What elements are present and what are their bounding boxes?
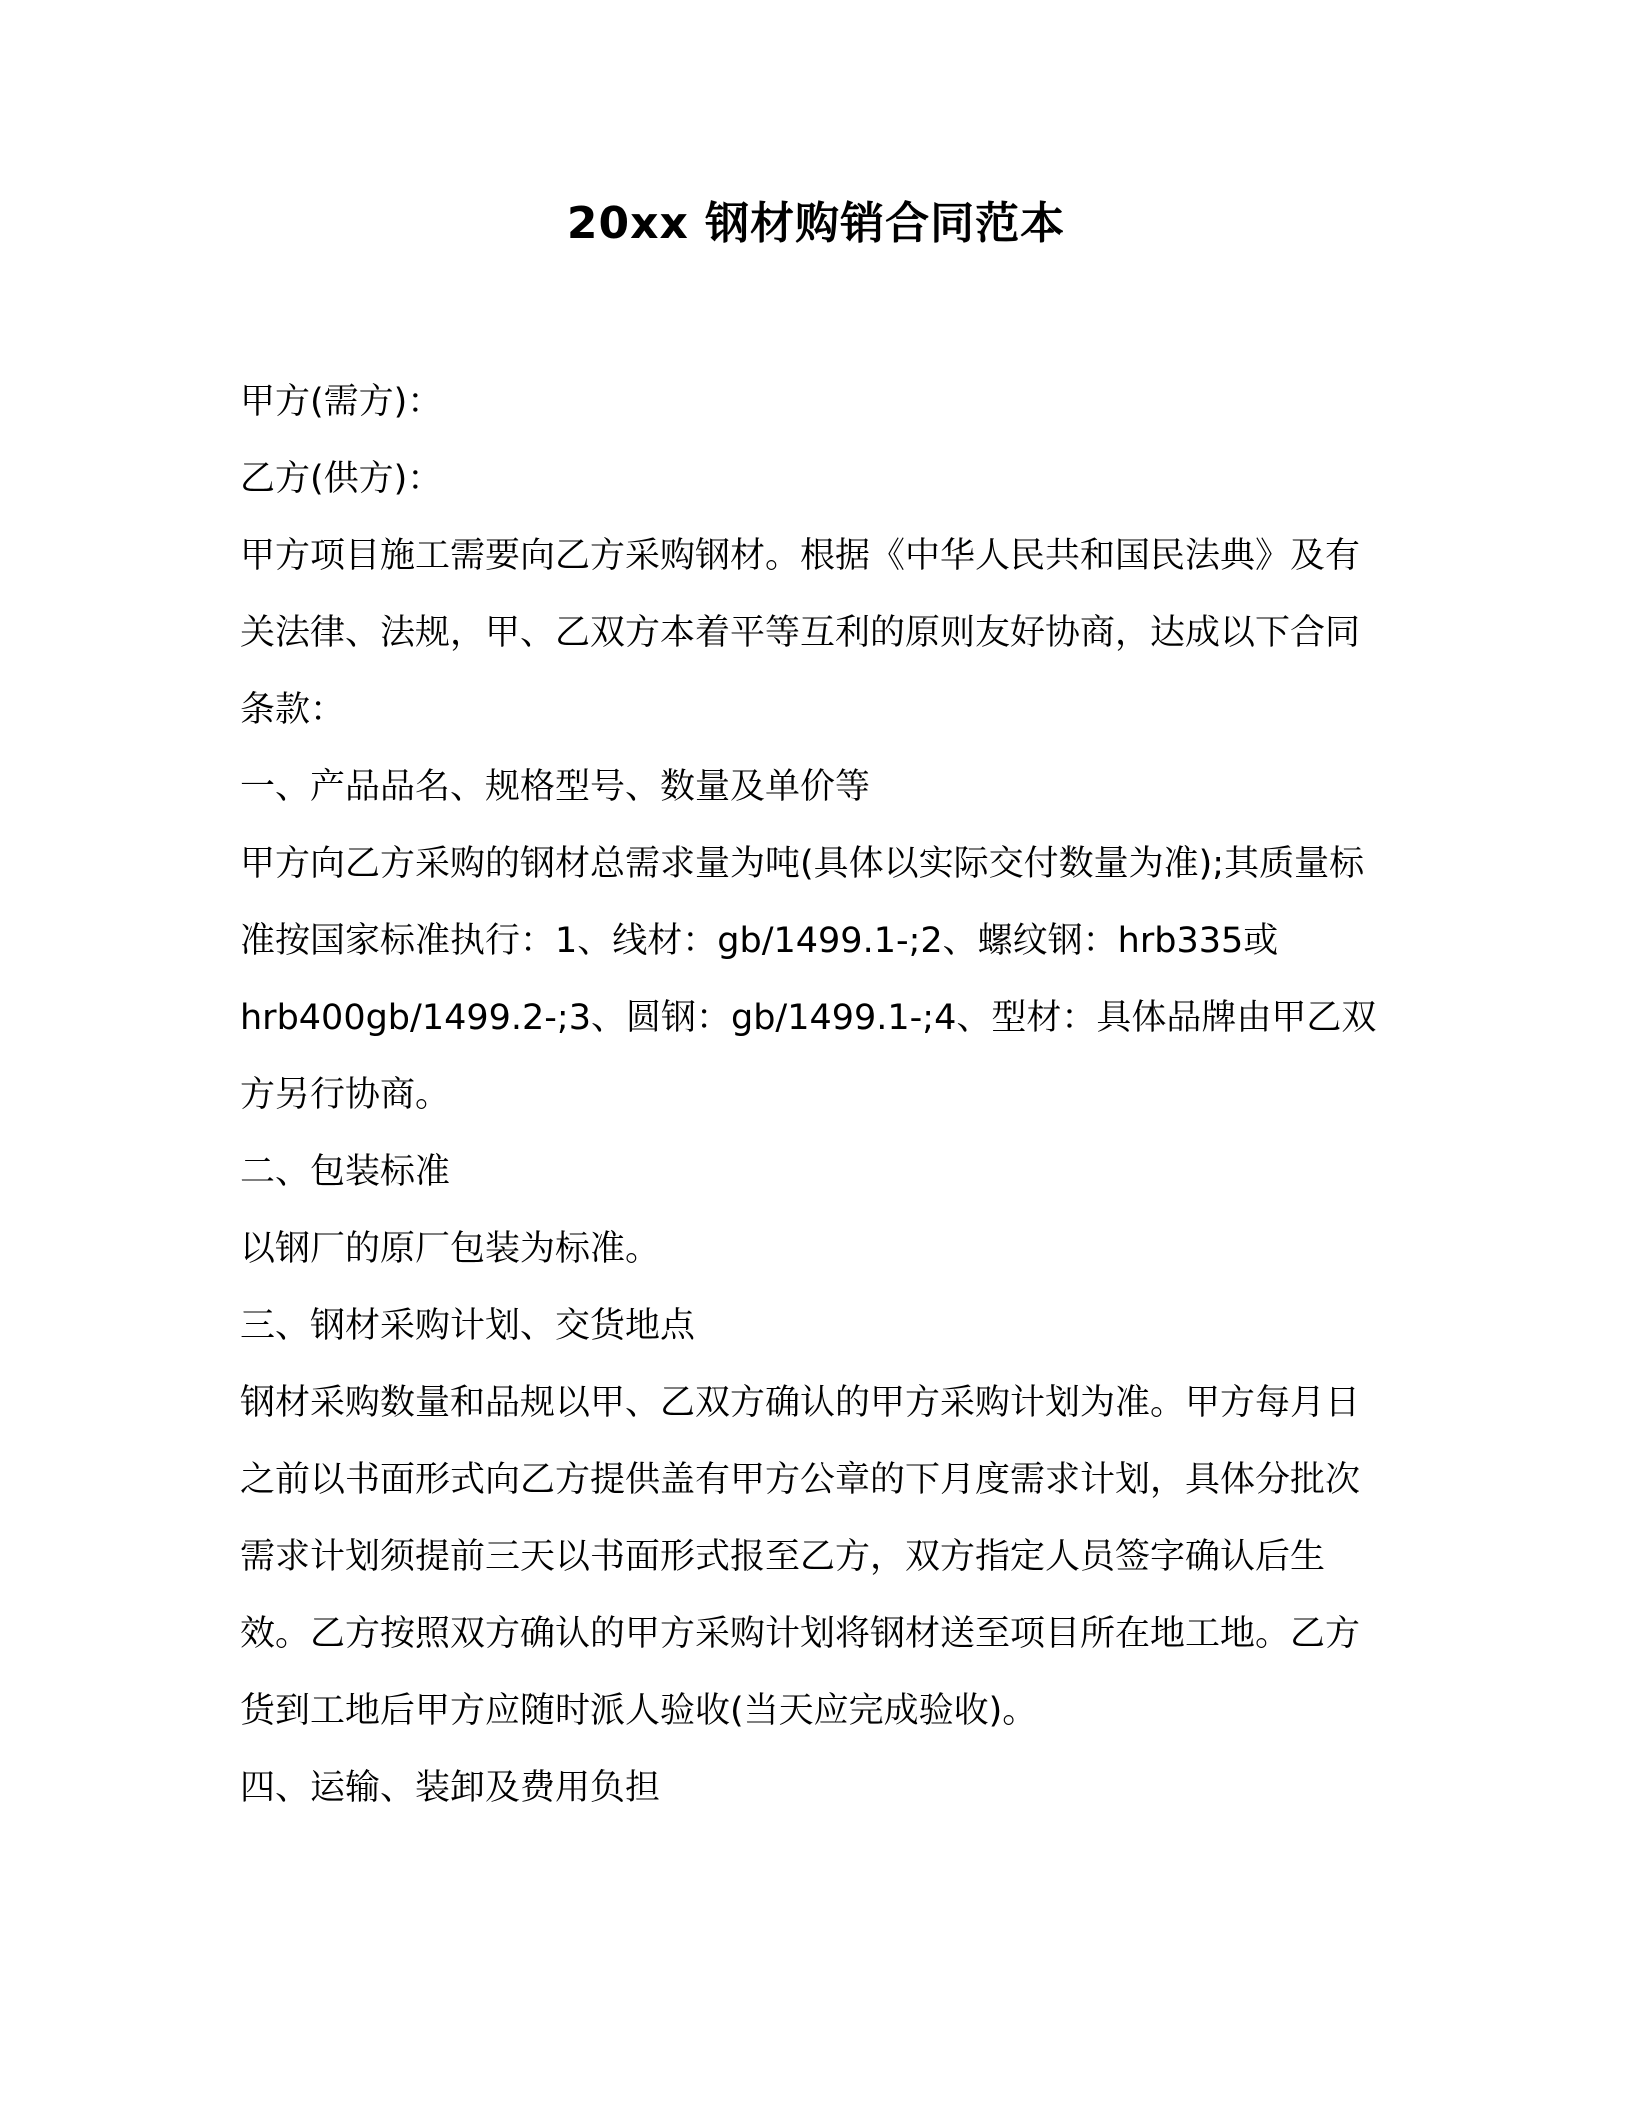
party-a-line: 甲方(需方)：	[240, 382, 443, 422]
section-body: 甲方向乙方采购的钢材总需求量为吨(具体以实际交付数量为准);其质量标准按国家标准执行：1、线材：gb/1499.1-;2、螺纹钢：hrb335或 hrb400gb/1499.2-;3、圆钢：gb/1499.1-;4、型材：具体品牌由甲乙双方另行协商。	[240, 844, 1377, 1115]
party-b-line: 乙方(供方)：	[240, 459, 443, 499]
section-heading: 四、运输、装卸及费用负担	[240, 1768, 661, 1808]
intro-paragraph: 甲方项目施工需要向乙方采购钢材。根据《中华人民共和国民法典》及有关法律、法规，甲、乙双方本着平等互利的原则友好协商，达成以下合同条款：	[240, 536, 1361, 730]
section-heading: 一、产品品名、规格型号、数量及单价等	[240, 767, 871, 807]
section-heading: 三、钢材采购计划、交货地点	[240, 1306, 696, 1346]
section-body: 钢材采购数量和品规以甲、乙双方确认的甲方采购计划为准。甲方每月日之前以书面形式向乙方提供盖有甲方公章的下月度需求计划，具体分批次需求计划须提前三天以书面形式报至乙方，双方指定人员签字确认后生效。乙方按照双方确认的甲方采购计划将钢材送至项目所在地工地。乙方货到工地后甲方应随时派人验收(当天应完成验收)。	[240, 1383, 1361, 1731]
section-heading: 二、包装标准	[240, 1152, 451, 1192]
section-body: 以钢厂的原厂包装为标准。	[240, 1229, 661, 1269]
document-title: 20xx 钢材购销合同范本	[566, 198, 1066, 249]
document-body	[240, 364, 1380, 1827]
